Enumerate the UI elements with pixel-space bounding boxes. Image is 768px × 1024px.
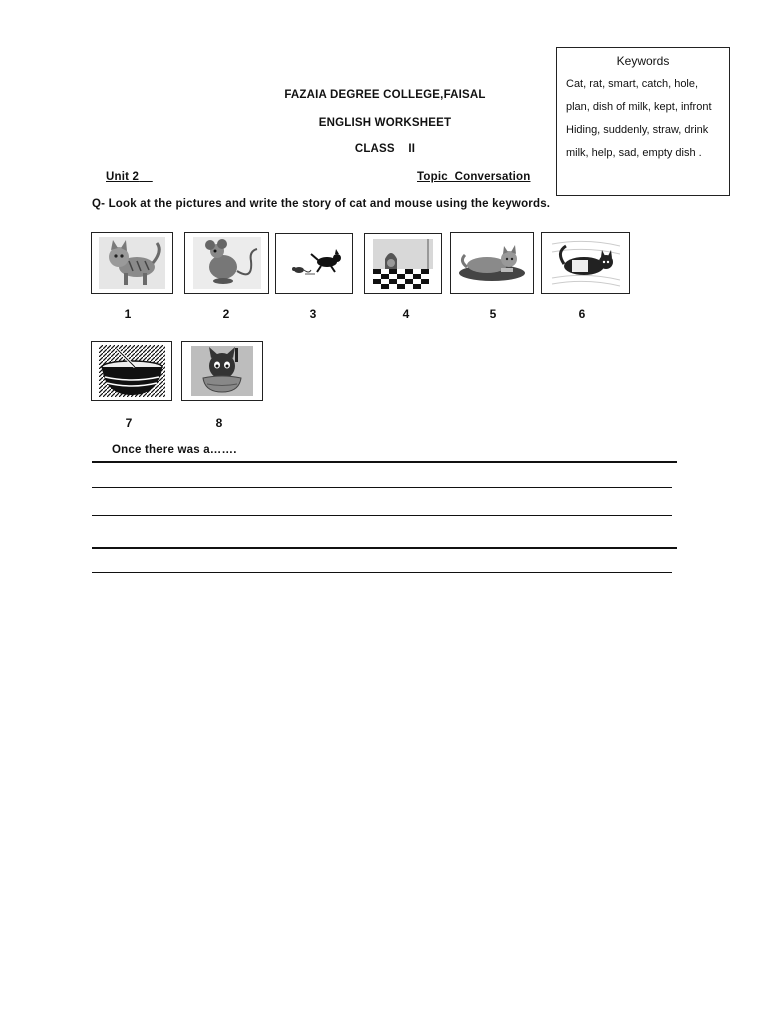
keywords-box bbox=[556, 47, 730, 196]
picture-5 bbox=[450, 232, 534, 294]
keywords-line-1: Cat, rat, smart, catch, hole, bbox=[566, 78, 699, 90]
picture-number-3: 3 bbox=[309, 307, 317, 321]
picture-1 bbox=[91, 232, 173, 294]
picture-7 bbox=[91, 341, 172, 401]
picture-number-2: 2 bbox=[222, 307, 230, 321]
cat-in-bowl-icon bbox=[191, 346, 253, 396]
topic-label: Topic Conversation bbox=[417, 171, 531, 183]
picture-number-4: 4 bbox=[402, 307, 410, 321]
keywords-line-4: milk, help, sad, empty dish . bbox=[566, 147, 702, 159]
picture-4 bbox=[364, 233, 442, 294]
college-name: FAZAIA DEGREE COLLEGE,FAISAL bbox=[284, 89, 486, 101]
writing-line-1[interactable] bbox=[92, 461, 677, 463]
picture-number-8: 8 bbox=[215, 416, 223, 430]
mouse-hole-icon bbox=[373, 239, 433, 289]
picture-6 bbox=[541, 232, 630, 294]
keywords-line-2: plan, dish of milk, kept, infront bbox=[566, 101, 712, 113]
keywords-line-3: Hiding, suddenly, straw, drink bbox=[566, 124, 709, 136]
picture-number-7: 7 bbox=[125, 416, 133, 430]
writing-line-3[interactable] bbox=[92, 515, 672, 516]
cat-hiding-icon bbox=[550, 238, 622, 288]
milk-bowl-straw-icon bbox=[99, 345, 165, 397]
picture-number-6: 6 bbox=[578, 307, 586, 321]
picture-number-5: 5 bbox=[489, 307, 497, 321]
picture-2 bbox=[184, 232, 269, 294]
keywords-title: Keywords bbox=[616, 54, 670, 68]
cat-standing-icon bbox=[99, 237, 165, 289]
writing-line-5[interactable] bbox=[92, 572, 672, 573]
unit-label: Unit 2 bbox=[106, 171, 140, 183]
question-text: Q- Look at the pictures and write the story of cat and mouse using the keywords. bbox=[92, 198, 551, 210]
worksheet-title: ENGLISH WORKSHEET bbox=[318, 117, 452, 129]
cat-chasing-mouse-icon bbox=[281, 244, 347, 284]
writing-line-4[interactable] bbox=[92, 547, 677, 549]
cat-lying-icon bbox=[457, 241, 527, 285]
story-start-text: Once there was a……. bbox=[112, 444, 237, 456]
picture-number-1: 1 bbox=[124, 307, 132, 321]
writing-line-2[interactable] bbox=[92, 487, 672, 488]
class-label: CLASS II bbox=[354, 143, 416, 155]
mouse-icon bbox=[193, 237, 261, 289]
picture-8 bbox=[181, 341, 263, 401]
picture-3 bbox=[275, 233, 353, 294]
